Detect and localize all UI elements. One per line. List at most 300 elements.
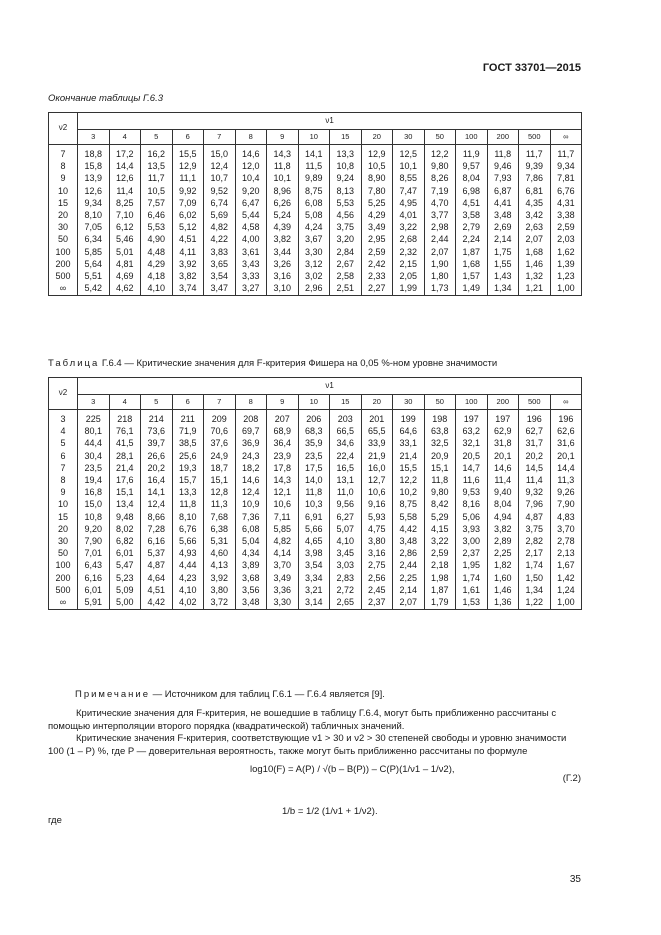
- table-cell: 24,9: [204, 450, 236, 462]
- table-label: Таблица: [48, 358, 100, 369]
- table-cell: 3,82: [267, 233, 299, 245]
- column-header: 5: [141, 395, 173, 410]
- table-cell: 3,82: [487, 523, 519, 535]
- table-cell: 12,8: [204, 486, 236, 498]
- table-cell: 6,47: [235, 197, 267, 209]
- row-header: 100: [49, 559, 78, 571]
- table-cell: 225: [78, 410, 110, 426]
- table-cell: 15,0: [78, 498, 110, 510]
- table-cell: 9,46: [487, 160, 519, 172]
- table-cell: 4,00: [235, 233, 267, 245]
- table-cell: 10,6: [361, 486, 393, 498]
- column-header: 4: [109, 395, 141, 410]
- column-header: 6: [172, 130, 204, 145]
- row-header: 4: [49, 425, 78, 437]
- table-cell: 9,24: [330, 172, 362, 184]
- column-header: 7: [204, 130, 236, 145]
- table-cell: 3,49: [361, 221, 393, 233]
- table-cell: 2,58: [330, 270, 362, 282]
- table-row: [49, 246, 582, 258]
- table-cell: 63,8: [424, 425, 456, 437]
- table-row: [49, 233, 582, 245]
- table-cell: 11,3: [550, 474, 582, 486]
- column-header: 10: [298, 130, 330, 145]
- table-note: [75, 689, 385, 700]
- table-cell: 31,8: [487, 437, 519, 449]
- column-header: ∞: [550, 130, 582, 145]
- table-cell: 1,00: [550, 282, 582, 296]
- table-cell: 6,34: [78, 233, 110, 245]
- table-cell: 7,86: [519, 172, 551, 184]
- table-cell: 3,54: [298, 559, 330, 571]
- table-cell: 23,5: [298, 450, 330, 462]
- table-cell: 8,42: [424, 498, 456, 510]
- v1-header: ν1: [78, 113, 582, 130]
- table-cell: 2,05: [393, 270, 425, 282]
- table-cell: 4,39: [267, 221, 299, 233]
- column-header: 15: [330, 130, 362, 145]
- table-cell: 14,0: [298, 474, 330, 486]
- table-cell: 11,8: [298, 486, 330, 498]
- column-header: 8: [235, 130, 267, 145]
- table-cell: 3,68: [235, 572, 267, 584]
- table-cell: 21,4: [109, 462, 141, 474]
- table-cell: 6,87: [487, 185, 519, 197]
- table-cell: 8,04: [487, 498, 519, 510]
- table-caption-text: Г.6.4 — Критические значения для F-критерия Фишера на 0,05 %-ном уровне значимости: [99, 358, 498, 369]
- table-cell: 15,0: [204, 145, 236, 161]
- row-header: 5: [49, 437, 78, 449]
- table-cell: 8,26: [424, 172, 456, 184]
- row-header: 7: [49, 462, 78, 474]
- table-cell: 11,4: [487, 474, 519, 486]
- table-cell: 2,75: [361, 559, 393, 571]
- table-cell: 15,1: [109, 486, 141, 498]
- table-cell: 5,31: [204, 535, 236, 547]
- table-cell: 4,02: [172, 596, 204, 610]
- row-header: 20: [49, 523, 78, 535]
- table-cell: 4,51: [141, 584, 173, 596]
- table-cell: 196: [550, 410, 582, 426]
- table-cell: 13,5: [141, 160, 173, 172]
- table-cell: 10,6: [267, 498, 299, 510]
- table-cell: 4,44: [172, 559, 204, 571]
- table-cell: 2,68: [393, 233, 425, 245]
- table-cell: 76,1: [109, 425, 141, 437]
- table-cell: 196: [519, 410, 551, 426]
- table-cell: 3,20: [330, 233, 362, 245]
- table-cell: 12,2: [393, 474, 425, 486]
- column-header: 500: [519, 130, 551, 145]
- table-cell: 16,0: [361, 462, 393, 474]
- table-cell: 3,83: [204, 246, 236, 258]
- table-cell: 11,6: [456, 474, 488, 486]
- table-cell: 5,46: [109, 233, 141, 245]
- table-cell: 2,82: [519, 535, 551, 547]
- table-cell: 38,5: [172, 437, 204, 449]
- table-row: [49, 596, 582, 610]
- table-cell: 3,72: [204, 596, 236, 610]
- table-cell: 31,7: [519, 437, 551, 449]
- table-cell: 7,93: [487, 172, 519, 184]
- table-cell: 3,74: [172, 282, 204, 296]
- table-cell: 9,34: [550, 160, 582, 172]
- table-cell: 12,2: [424, 145, 456, 161]
- table-cell: 1,87: [424, 584, 456, 596]
- row-header: 3: [49, 410, 78, 426]
- table-cell: 6,02: [172, 209, 204, 221]
- table-cell: 1,82: [487, 559, 519, 571]
- table-cell: 3,75: [330, 221, 362, 233]
- table-cell: 197: [456, 410, 488, 426]
- table-cell: 4,31: [550, 197, 582, 209]
- table-cell: 4,35: [519, 197, 551, 209]
- table-cell: 9,56: [330, 498, 362, 510]
- table-row: [49, 584, 582, 596]
- table-cell: 3,80: [361, 535, 393, 547]
- table-row: [49, 282, 582, 296]
- table-cell: 68,9: [267, 425, 299, 437]
- table-cell: 3,65: [204, 258, 236, 270]
- table-cell: 1,74: [456, 572, 488, 584]
- table-cell: 16,5: [330, 462, 362, 474]
- table-cell: 13,4: [109, 498, 141, 510]
- table-cell: 3,21: [298, 584, 330, 596]
- table-row: [49, 425, 582, 437]
- row-header: 50: [49, 547, 78, 559]
- row-header: 20: [49, 209, 78, 221]
- table-cell: 13,3: [330, 145, 362, 161]
- table-cell: 4,23: [172, 572, 204, 584]
- table-cell: 4,29: [141, 258, 173, 270]
- table-cell: 6,12: [109, 221, 141, 233]
- table-cell: 6,16: [78, 572, 110, 584]
- table-cell: 5,44: [235, 209, 267, 221]
- table2-caption: [48, 358, 497, 369]
- table-cell: 2,24: [456, 233, 488, 245]
- table-cell: 9,80: [424, 160, 456, 172]
- table-cell: 1,55: [487, 258, 519, 270]
- table-cell: 3,22: [424, 535, 456, 547]
- table-cell: 4,42: [393, 523, 425, 535]
- table-cell: 3,02: [298, 270, 330, 282]
- table-cell: 4,70: [424, 197, 456, 209]
- table-cell: 9,92: [172, 185, 204, 197]
- table-row: [49, 221, 582, 233]
- column-header: 4: [109, 130, 141, 145]
- table-row: [49, 474, 582, 486]
- table-cell: 1,80: [424, 270, 456, 282]
- table-cell: 1,42: [550, 572, 582, 584]
- table-cell: 4,34: [235, 547, 267, 559]
- table-cell: 3,34: [298, 572, 330, 584]
- column-header: 8: [235, 395, 267, 410]
- table-cell: 4,83: [550, 511, 582, 523]
- table-cell: 3,10: [267, 282, 299, 296]
- table-cell: 1,46: [519, 258, 551, 270]
- table-cell: 5,29: [424, 511, 456, 523]
- table-cell: 10,5: [141, 185, 173, 197]
- table-cell: 10,9: [235, 498, 267, 510]
- table-cell: 12,9: [172, 160, 204, 172]
- column-header: 10: [298, 395, 330, 410]
- table-cell: 3,36: [267, 584, 299, 596]
- table-cell: 10,1: [393, 160, 425, 172]
- table-cell: 2,79: [456, 221, 488, 233]
- table-cell: 22,4: [330, 450, 362, 462]
- table-row: [49, 462, 582, 474]
- paragraph-interpolation: Критические значения для F-критерия, не вошедшие в таблицу Г.6.4, могут быть приближенно рассчитаны с помощью интерполяции второго порядка (квадратической) табличных значений.: [48, 708, 557, 732]
- table-cell: 9,57: [456, 160, 488, 172]
- table-cell: 21,4: [393, 450, 425, 462]
- table-cell: 1,73: [424, 282, 456, 296]
- table-cell: 3,43: [235, 258, 267, 270]
- table-cell: 5,51: [78, 270, 110, 282]
- table-cell: 14,4: [109, 160, 141, 172]
- table-cell: 5,85: [78, 246, 110, 258]
- table-cell: 5,08: [298, 209, 330, 221]
- table-cell: 6,01: [109, 547, 141, 559]
- table-cell: 4,14: [267, 547, 299, 559]
- table-cell: 11,4: [519, 474, 551, 486]
- table-cell: 4,60: [204, 547, 236, 559]
- table-cell: 3,93: [456, 523, 488, 535]
- table-cell: 1,24: [550, 584, 582, 596]
- table-cell: 18,7: [204, 462, 236, 474]
- table-cell: 206: [298, 410, 330, 426]
- table-cell: 11,0: [330, 486, 362, 498]
- table-cell: 9,52: [204, 185, 236, 197]
- table-cell: 201: [361, 410, 393, 426]
- table-row: [49, 572, 582, 584]
- column-header: 100: [456, 395, 488, 410]
- table-cell: 198: [424, 410, 456, 426]
- table-cell: 3,16: [361, 547, 393, 559]
- table-cell: 32,1: [456, 437, 488, 449]
- table-cell: 2,14: [393, 584, 425, 596]
- standard-header: ГОСТ 33701—2015: [482, 62, 581, 74]
- table-cell: 5,07: [330, 523, 362, 535]
- table-cell: 6,08: [235, 523, 267, 535]
- column-header: 3: [78, 395, 110, 410]
- table-cell: 7,96: [519, 498, 551, 510]
- table-cell: 1,68: [456, 258, 488, 270]
- table-cell: 1,57: [456, 270, 488, 282]
- row-header: 100: [49, 246, 78, 258]
- table-cell: 7,11: [267, 511, 299, 523]
- table-cell: 41,5: [109, 437, 141, 449]
- table-cell: 8,16: [456, 498, 488, 510]
- table-cell: 3,92: [204, 572, 236, 584]
- row-header: 30: [49, 221, 78, 233]
- table-cell: 16,4: [141, 474, 173, 486]
- column-header: 7: [204, 395, 236, 410]
- table-cell: 33,1: [393, 437, 425, 449]
- table-row: [49, 535, 582, 547]
- table-cell: 5,12: [172, 221, 204, 233]
- table-cell: 5,47: [109, 559, 141, 571]
- table1-caption: Окончание таблицы Г.6.3: [48, 93, 164, 104]
- table-cell: 15,8: [78, 160, 110, 172]
- table-cell: 11,3: [204, 498, 236, 510]
- table-cell: 8,04: [456, 172, 488, 184]
- table-cell: 7,68: [204, 511, 236, 523]
- table-cell: 7,09: [172, 197, 204, 209]
- table-cell: 208: [235, 410, 267, 426]
- table-cell: 33,9: [361, 437, 393, 449]
- table-cell: 2,45: [361, 584, 393, 596]
- table-cell: 1,23: [550, 270, 582, 282]
- table-cell: 11,8: [487, 145, 519, 161]
- table-row: [49, 498, 582, 510]
- table-cell: 5,66: [298, 523, 330, 535]
- table-cell: 4,11: [172, 246, 204, 258]
- table-cell: 1,68: [519, 246, 551, 258]
- row-header: 15: [49, 197, 78, 209]
- table-cell: 20,5: [456, 450, 488, 462]
- table-cell: 2,03: [550, 233, 582, 245]
- table-cell: 44,4: [78, 437, 110, 449]
- table-cell: 8,02: [109, 523, 141, 535]
- table-cell: 3,56: [235, 584, 267, 596]
- table-cell: 36,9: [235, 437, 267, 449]
- table-cell: 11,5: [298, 160, 330, 172]
- table-cell: 1,46: [487, 584, 519, 596]
- table-cell: 5,53: [141, 221, 173, 233]
- row-header: 15: [49, 511, 78, 523]
- column-header: 50: [424, 130, 456, 145]
- row-header: 200: [49, 572, 78, 584]
- table-cell: 10,2: [393, 486, 425, 498]
- table-row: [49, 172, 582, 184]
- table-cell: 4,94: [487, 511, 519, 523]
- table-cell: 4,69: [109, 270, 141, 282]
- table-cell: 6,76: [172, 523, 204, 535]
- table-cell: 2,84: [330, 246, 362, 258]
- table-cell: 5,91: [78, 596, 110, 610]
- table-cell: 4,51: [456, 197, 488, 209]
- table-cell: 8,13: [330, 185, 362, 197]
- table-cell: 218: [109, 410, 141, 426]
- table-cell: 5,09: [109, 584, 141, 596]
- table-cell: 4,48: [141, 246, 173, 258]
- table-cell: 1,90: [424, 258, 456, 270]
- table-row: [49, 145, 582, 161]
- table-cell: 9,53: [456, 486, 488, 498]
- column-header: 500: [519, 395, 551, 410]
- table-cell: 6,27: [330, 511, 362, 523]
- table-cell: 2,96: [298, 282, 330, 296]
- table-cell: 16,2: [141, 145, 173, 161]
- table-cell: 3,00: [456, 535, 488, 547]
- column-header: 200: [487, 130, 519, 145]
- table-cell: 14,1: [141, 486, 173, 498]
- table-cell: 12,6: [78, 185, 110, 197]
- table-cell: 3,38: [550, 209, 582, 221]
- table-cell: 12,9: [361, 145, 393, 161]
- table-cell: 7,19: [424, 185, 456, 197]
- table-cell: 3,30: [298, 246, 330, 258]
- table-cell: 1,36: [487, 596, 519, 610]
- table-cell: 3,67: [298, 233, 330, 245]
- table-cell: 2,59: [361, 246, 393, 258]
- column-header: ∞: [550, 395, 582, 410]
- table-cell: 4,90: [141, 233, 173, 245]
- table-cell: 4,29: [361, 209, 393, 221]
- table-cell: 3,77: [424, 209, 456, 221]
- table-cell: 9,20: [235, 185, 267, 197]
- table-cell: 2,25: [487, 547, 519, 559]
- table-cell: 3,47: [204, 282, 236, 296]
- table-cell: 1,21: [519, 282, 551, 296]
- table-cell: 6,38: [204, 523, 236, 535]
- table-cell: 6,76: [550, 185, 582, 197]
- table-cell: 2,89: [487, 535, 519, 547]
- table-cell: 4,87: [519, 511, 551, 523]
- row-header: 50: [49, 233, 78, 245]
- row-header: 30: [49, 535, 78, 547]
- table-cell: 2,78: [550, 535, 582, 547]
- table-cell: 1,34: [519, 584, 551, 596]
- column-header: 3: [78, 130, 110, 145]
- table-cell: 7,80: [361, 185, 393, 197]
- table-cell: 80,1: [78, 425, 110, 437]
- table-cell: 10,1: [267, 172, 299, 184]
- table-cell: 15,5: [172, 145, 204, 161]
- table-cell: 2,63: [519, 221, 551, 233]
- table-cell: 2,18: [424, 559, 456, 571]
- row-header: ∞: [49, 596, 78, 610]
- table-cell: 2,98: [424, 221, 456, 233]
- column-header: 20: [361, 395, 393, 410]
- table-cell: 7,90: [550, 498, 582, 510]
- table-cell: 2,37: [361, 596, 393, 610]
- formula-log-f: log10(F) = A(P) / √(b – B(P)) – C(P)(1/ν1 – 1/ν2),: [250, 764, 455, 775]
- table-cell: 10,8: [78, 511, 110, 523]
- table-cell: 12,5: [393, 145, 425, 161]
- table-cell: 18,8: [78, 145, 110, 161]
- table-cell: 1,95: [456, 559, 488, 571]
- table-cell: 35,9: [298, 437, 330, 449]
- table-header: [49, 378, 582, 410]
- table-cell: 2,69: [487, 221, 519, 233]
- table-cell: 3,14: [298, 596, 330, 610]
- table-cell: 4,65: [298, 535, 330, 547]
- table-cell: 14,7: [456, 462, 488, 474]
- table-row: [49, 450, 582, 462]
- table-row: [49, 486, 582, 498]
- table-cell: 14,6: [487, 462, 519, 474]
- table-cell: 71,9: [172, 425, 204, 437]
- row-header: 8: [49, 474, 78, 486]
- table-cell: 3,82: [172, 270, 204, 282]
- table-cell: 4,10: [330, 535, 362, 547]
- table-cell: 10,7: [204, 172, 236, 184]
- table-cell: 6,01: [78, 584, 110, 596]
- table-cell: 7,05: [78, 221, 110, 233]
- table-cell: 2,33: [361, 270, 393, 282]
- table-cell: 15,5: [393, 462, 425, 474]
- table-cell: 2,65: [330, 596, 362, 610]
- table-cell: 17,2: [109, 145, 141, 161]
- table-cell: 11,8: [172, 498, 204, 510]
- column-header: 9: [267, 395, 299, 410]
- table-cell: 5,06: [456, 511, 488, 523]
- table-cell: 20,2: [141, 462, 173, 474]
- table-cell: 3,48: [487, 209, 519, 221]
- table-cell: 7,57: [141, 197, 173, 209]
- column-header: 30: [393, 395, 425, 410]
